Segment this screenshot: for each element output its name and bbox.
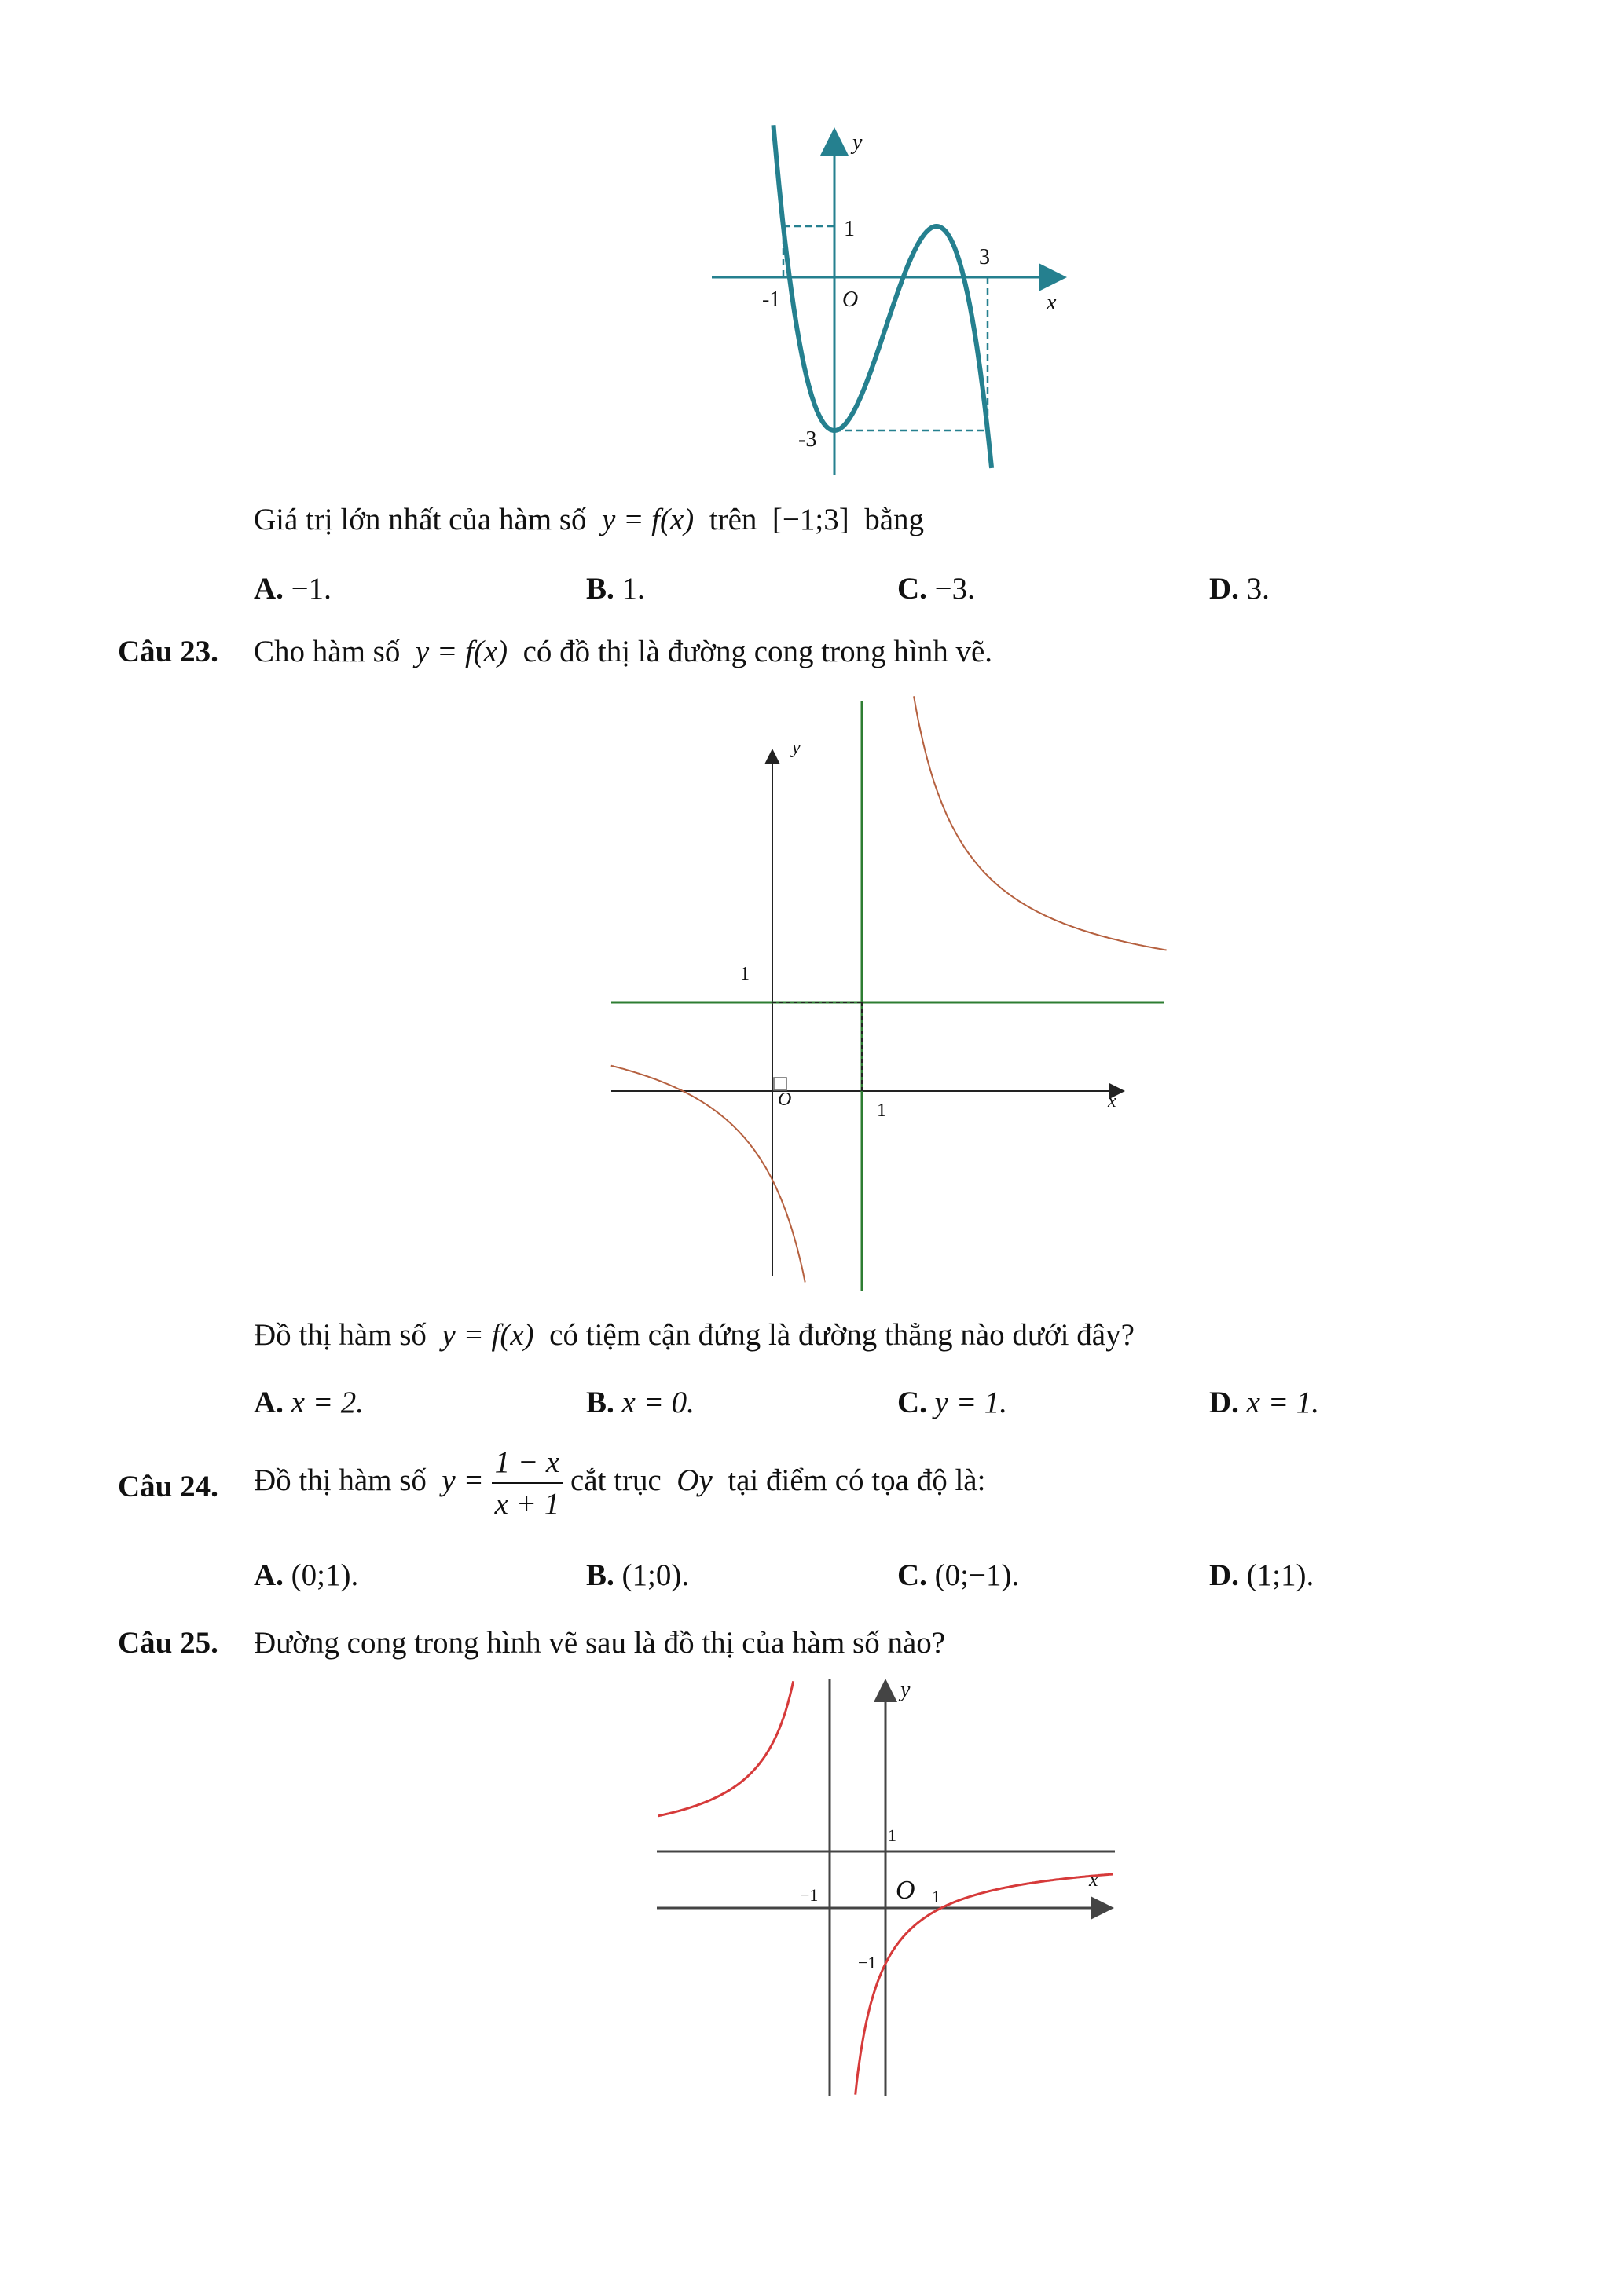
option-letter: A. xyxy=(254,572,284,606)
option-letter: D. xyxy=(1209,1558,1239,1592)
q22-option-a[interactable] xyxy=(254,573,332,604)
q24-fraction xyxy=(492,1447,563,1519)
graph1-tick-1: 1 xyxy=(844,217,855,241)
q22-interval: [−1;3] xyxy=(772,503,849,536)
q22-prompt-text-b: trên xyxy=(709,503,757,536)
q25-prompt: Đường cong trong hình vẽ sau là đồ thị của hàm số nào? xyxy=(254,1626,946,1660)
option-value: y = 1. xyxy=(934,1386,1008,1419)
option-letter: B. xyxy=(586,1558,614,1592)
graph3-tick-x1: 1 xyxy=(932,1887,940,1906)
option-value: x = 2. xyxy=(291,1386,365,1419)
option-value: −3. xyxy=(934,572,975,606)
q22-func: y = f(x) xyxy=(602,503,695,536)
q22-prompt xyxy=(254,504,924,535)
graph1-x-label: x xyxy=(1047,291,1057,315)
graph2-tick-y1: 1 xyxy=(740,964,750,984)
curve-left-branch xyxy=(611,1066,805,1283)
curve-left-branch xyxy=(658,1681,793,1816)
q22-prompt-text-c: bằng xyxy=(864,503,925,536)
option-value: 3. xyxy=(1246,572,1270,606)
graph-hyperbola-2 xyxy=(657,1679,1115,2096)
q24-option-a[interactable] xyxy=(254,1560,358,1591)
graph3-tick-y1: 1 xyxy=(888,1825,896,1845)
q24-prompt-text-b: cắt trục xyxy=(570,1463,662,1497)
q24-axis: Oy xyxy=(676,1463,713,1497)
q24-option-c[interactable] xyxy=(897,1560,1019,1591)
graph3-y-label: y xyxy=(900,1678,911,1702)
q23-prompt-text: Cho hàm số xyxy=(254,635,401,668)
q24-option-d[interactable] xyxy=(1209,1560,1314,1591)
q23-question xyxy=(254,1320,1135,1350)
q24-prompt xyxy=(254,1447,985,1519)
q23-question-text: Đồ thị hàm số xyxy=(254,1318,427,1352)
q23-question-text-b: có tiệm cận đứng là đường thẳng nào dưới đây? xyxy=(549,1318,1135,1352)
option-letter: B. xyxy=(586,572,614,606)
option-value: −1. xyxy=(291,572,332,606)
option-letter: A. xyxy=(254,1558,284,1592)
graph1-tick-neg1: -1 xyxy=(762,287,781,312)
q22-prompt-text: Giá trị lớn nhất của hàm số xyxy=(254,503,587,536)
q24-number: Câu 24. xyxy=(118,1470,218,1503)
q22-option-c[interactable] xyxy=(897,573,975,604)
q23-number: Câu 23. xyxy=(118,635,218,668)
option-value: (0;−1). xyxy=(934,1558,1020,1592)
graph1-y-label: y xyxy=(852,130,863,155)
graph2-origin: O xyxy=(778,1089,792,1110)
graph3-tick-xneg1: −1 xyxy=(800,1885,819,1905)
option-value: x = 1. xyxy=(1246,1386,1320,1419)
fraction-numerator: 1 − x xyxy=(492,1447,563,1484)
curve-right-branch xyxy=(914,696,1167,950)
option-letter: D. xyxy=(1209,572,1239,606)
q24-prompt-text-c: tại điểm có tọa độ là: xyxy=(728,1463,986,1497)
option-value: (0;1). xyxy=(291,1558,359,1592)
q25-number: Câu 25. xyxy=(118,1626,218,1660)
dashed-guide-max xyxy=(783,226,834,277)
graph1-origin: O xyxy=(842,287,859,312)
option-letter: D. xyxy=(1209,1386,1239,1419)
q23-option-d[interactable] xyxy=(1209,1387,1319,1418)
option-value: (1;1). xyxy=(1246,1558,1314,1592)
graph2-tick-x1: 1 xyxy=(877,1100,886,1121)
fraction-denominator: x + 1 xyxy=(494,1487,560,1521)
q23-question-func: y = f(x) xyxy=(442,1318,534,1352)
cubic-curve xyxy=(773,125,992,468)
graph1-tick-neg3: -3 xyxy=(798,427,817,452)
q23-prompt xyxy=(254,636,992,667)
graph2-x-label: x xyxy=(1108,1091,1116,1111)
q23-func: y = f(x) xyxy=(415,635,508,668)
origin-marker xyxy=(774,1078,786,1090)
q23-prompt-text-b: có đồ thị là đường cong trong hình vẽ. xyxy=(522,635,993,668)
option-letter: A. xyxy=(254,1386,284,1419)
graph3-tick-yneg1: −1 xyxy=(858,1953,877,1972)
q22-option-d[interactable] xyxy=(1209,573,1270,604)
q24-y-eq: y = xyxy=(442,1463,484,1497)
q24-option-b[interactable] xyxy=(586,1560,689,1591)
graph1-tick-3: 3 xyxy=(979,245,990,269)
q23-option-c[interactable] xyxy=(897,1387,1007,1418)
graph-hyperbola-1 xyxy=(611,696,1167,1291)
option-value: 1. xyxy=(621,572,645,606)
option-letter: B. xyxy=(586,1386,614,1419)
option-value: x = 0. xyxy=(621,1386,695,1419)
q23-option-a[interactable] xyxy=(254,1387,364,1418)
option-value: (1;0). xyxy=(621,1558,690,1592)
graph3-origin: O xyxy=(896,1876,915,1905)
q23-option-b[interactable] xyxy=(586,1387,695,1418)
option-letter: C. xyxy=(897,572,927,606)
graph3-x-label: x xyxy=(1089,1868,1098,1891)
q22-option-b[interactable] xyxy=(586,573,645,604)
q24-prompt-text: Đồ thị hàm số xyxy=(254,1463,427,1497)
graph2-y-label: y xyxy=(792,738,801,758)
option-letter: C. xyxy=(897,1386,927,1419)
option-letter: C. xyxy=(897,1558,927,1592)
